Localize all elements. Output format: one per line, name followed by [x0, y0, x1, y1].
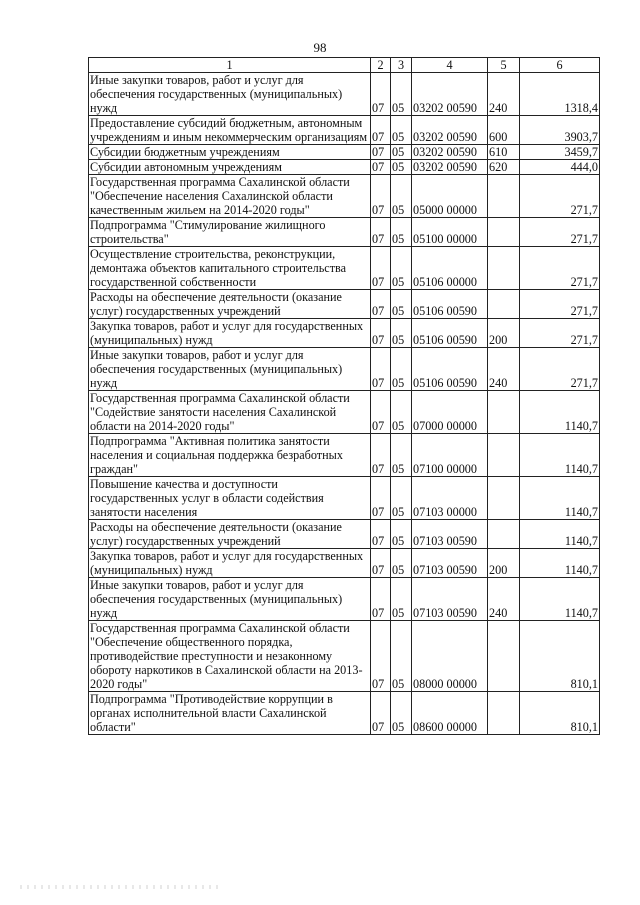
row-amount-cell: 810,1	[520, 621, 600, 692]
row-section-cell: 07	[371, 578, 391, 621]
row-amount-cell: 1140,7	[520, 477, 600, 520]
row-subsection-cell: 05	[391, 247, 412, 290]
row-target-article-cell: 05106 00000	[412, 247, 488, 290]
row-subsection-cell: 05	[391, 175, 412, 218]
scan-noise	[20, 885, 220, 889]
table-row	[89, 520, 600, 549]
row-name-cell: Закупка товаров, работ и услуг для государственных (муниципальных) нужд	[89, 549, 371, 578]
header-col-2: 2	[371, 58, 391, 73]
header-col-4: 4	[412, 58, 488, 73]
row-amount-cell: 3903,7	[520, 116, 600, 145]
row-name-cell: Подпрограмма "Стимулирование жилищного строительства"	[89, 218, 371, 247]
row-subsection-cell: 05	[391, 290, 412, 319]
row-target-article-cell: 05100 00000	[412, 218, 488, 247]
row-name-cell: Субсидии автономным учреждениям	[89, 160, 371, 175]
row-expense-type-cell	[488, 391, 520, 434]
row-name-cell: Расходы на обеспечение деятельности (оказание услуг) государственных учреждений	[89, 290, 371, 319]
row-section-cell: 07	[371, 549, 391, 578]
table-body	[89, 73, 600, 735]
row-name-cell: Государственная программа Сахалинской области "Обеспечение населения Сахалинской области качественным жильем на 2014-2020 годы"	[89, 175, 371, 218]
row-section-cell: 07	[371, 175, 391, 218]
row-target-article-cell: 05106 00590	[412, 290, 488, 319]
row-expense-type-cell	[488, 621, 520, 692]
table-row	[89, 578, 600, 621]
row-section-cell: 07	[371, 692, 391, 735]
row-section-cell: 07	[371, 247, 391, 290]
header-col-1: 1	[89, 58, 371, 73]
row-expense-type-cell	[488, 520, 520, 549]
table-row	[89, 175, 600, 218]
row-name-cell: Государственная программа Сахалинской области "Содействие занятости населения Сахалинской области на 2014-2020 годы"	[89, 391, 371, 434]
row-section-cell: 07	[371, 319, 391, 348]
row-target-article-cell: 03202 00590	[412, 73, 488, 116]
row-subsection-cell: 05	[391, 477, 412, 520]
row-name-cell: Предоставление субсидий бюджетным, автономным учреждениям и иным некоммерческим организациям	[89, 116, 371, 145]
row-name-cell: Осуществление строительства, реконструкции, демонтажа объектов капитального строительства государственной собственности	[89, 247, 371, 290]
row-subsection-cell: 05	[391, 116, 412, 145]
row-name-cell: Иные закупки товаров, работ и услуг для обеспечения государственных (муниципальных) нужд	[89, 348, 371, 391]
page-number: 98	[313, 40, 327, 55]
row-amount-cell: 1318,4	[520, 73, 600, 116]
row-name-cell: Повышение качества и доступности государственных услуг в области содействия занятости населения	[89, 477, 371, 520]
table-row	[89, 549, 600, 578]
row-target-article-cell: 03202 00590	[412, 145, 488, 160]
row-subsection-cell: 05	[391, 621, 412, 692]
row-target-article-cell: 08000 00000	[412, 621, 488, 692]
row-section-cell: 07	[371, 218, 391, 247]
row-subsection-cell: 05	[391, 73, 412, 116]
row-target-article-cell: 07100 00000	[412, 434, 488, 477]
row-target-article-cell: 08600 00000	[412, 692, 488, 735]
row-section-cell: 07	[371, 348, 391, 391]
row-expense-type-cell: 240	[488, 348, 520, 391]
row-amount-cell: 1140,7	[520, 578, 600, 621]
table-row	[89, 247, 600, 290]
table-row	[89, 116, 600, 145]
table-row	[89, 434, 600, 477]
row-subsection-cell: 05	[391, 578, 412, 621]
table-row	[89, 348, 600, 391]
table-row	[89, 290, 600, 319]
header-col-6: 6	[520, 58, 600, 73]
row-amount-cell: 271,7	[520, 247, 600, 290]
row-subsection-cell: 05	[391, 348, 412, 391]
table-row	[89, 621, 600, 692]
row-name-cell: Закупка товаров, работ и услуг для государственных (муниципальных) нужд	[89, 319, 371, 348]
row-expense-type-cell	[488, 218, 520, 247]
row-target-article-cell: 05000 00000	[412, 175, 488, 218]
row-subsection-cell: 05	[391, 218, 412, 247]
row-expense-type-cell	[488, 175, 520, 218]
row-amount-cell: 271,7	[520, 319, 600, 348]
row-amount-cell: 810,1	[520, 692, 600, 735]
row-subsection-cell: 05	[391, 434, 412, 477]
table-row	[89, 319, 600, 348]
row-amount-cell: 1140,7	[520, 549, 600, 578]
row-name-cell: Иные закупки товаров, работ и услуг для обеспечения государственных (муниципальных) нужд	[89, 578, 371, 621]
row-expense-type-cell: 200	[488, 549, 520, 578]
table-row	[89, 477, 600, 520]
row-name-cell: Подпрограмма "Противодействие коррупции в органах исполнительной власти Сахалинской области"	[89, 692, 371, 735]
table-row	[89, 391, 600, 434]
row-amount-cell: 271,7	[520, 290, 600, 319]
row-target-article-cell: 05106 00590	[412, 319, 488, 348]
row-amount-cell: 1140,7	[520, 520, 600, 549]
row-name-cell: Субсидии бюджетным учреждениям	[89, 145, 371, 160]
table-row	[89, 145, 600, 160]
row-amount-cell: 271,7	[520, 218, 600, 247]
row-target-article-cell: 05106 00590	[412, 348, 488, 391]
row-target-article-cell: 07103 00590	[412, 549, 488, 578]
row-expense-type-cell: 240	[488, 73, 520, 116]
budget-table	[88, 57, 600, 735]
row-expense-type-cell	[488, 290, 520, 319]
row-section-cell: 07	[371, 520, 391, 549]
row-subsection-cell: 05	[391, 160, 412, 175]
row-amount-cell: 271,7	[520, 348, 600, 391]
table-row	[89, 692, 600, 735]
row-section-cell: 07	[371, 434, 391, 477]
row-section-cell: 07	[371, 621, 391, 692]
row-section-cell: 07	[371, 116, 391, 145]
header-col-3: 3	[391, 58, 412, 73]
table-row	[89, 218, 600, 247]
row-expense-type-cell: 200	[488, 319, 520, 348]
row-expense-type-cell: 240	[488, 578, 520, 621]
row-target-article-cell: 07103 00000	[412, 477, 488, 520]
row-name-cell: Государственная программа Сахалинской области "Обеспечение общественного порядка, противодействие преступности и незаконному обороту наркотиков в Сахалинской области на 2013-2020 годы"	[89, 621, 371, 692]
row-section-cell: 07	[371, 73, 391, 116]
row-amount-cell: 271,7	[520, 175, 600, 218]
row-subsection-cell: 05	[391, 319, 412, 348]
row-section-cell: 07	[371, 477, 391, 520]
row-amount-cell: 1140,7	[520, 391, 600, 434]
row-subsection-cell: 05	[391, 549, 412, 578]
row-section-cell: 07	[371, 160, 391, 175]
row-name-cell: Иные закупки товаров, работ и услуг для обеспечения государственных (муниципальных) нужд	[89, 73, 371, 116]
row-subsection-cell: 05	[391, 391, 412, 434]
row-subsection-cell: 05	[391, 692, 412, 735]
row-expense-type-cell: 610	[488, 145, 520, 160]
row-name-cell: Расходы на обеспечение деятельности (оказание услуг) государственных учреждений	[89, 520, 371, 549]
row-target-article-cell: 03202 00590	[412, 116, 488, 145]
row-amount-cell: 3459,7	[520, 145, 600, 160]
row-amount-cell: 444,0	[520, 160, 600, 175]
row-target-article-cell: 07103 00590	[412, 578, 488, 621]
row-expense-type-cell: 600	[488, 116, 520, 145]
row-expense-type-cell	[488, 434, 520, 477]
row-expense-type-cell	[488, 477, 520, 520]
row-expense-type-cell: 620	[488, 160, 520, 175]
row-amount-cell: 1140,7	[520, 434, 600, 477]
row-target-article-cell: 07103 00590	[412, 520, 488, 549]
row-section-cell: 07	[371, 290, 391, 319]
table-header-row	[89, 58, 600, 73]
row-target-article-cell: 07000 00000	[412, 391, 488, 434]
row-section-cell: 07	[371, 145, 391, 160]
row-expense-type-cell	[488, 692, 520, 735]
row-target-article-cell: 03202 00590	[412, 160, 488, 175]
table-row	[89, 160, 600, 175]
row-subsection-cell: 05	[391, 145, 412, 160]
row-subsection-cell: 05	[391, 520, 412, 549]
row-section-cell: 07	[371, 391, 391, 434]
row-expense-type-cell	[488, 247, 520, 290]
row-name-cell: Подпрограмма "Активная политика занятости населения и социальная поддержка безработных граждан"	[89, 434, 371, 477]
table-row	[89, 73, 600, 116]
header-col-5: 5	[488, 58, 520, 73]
